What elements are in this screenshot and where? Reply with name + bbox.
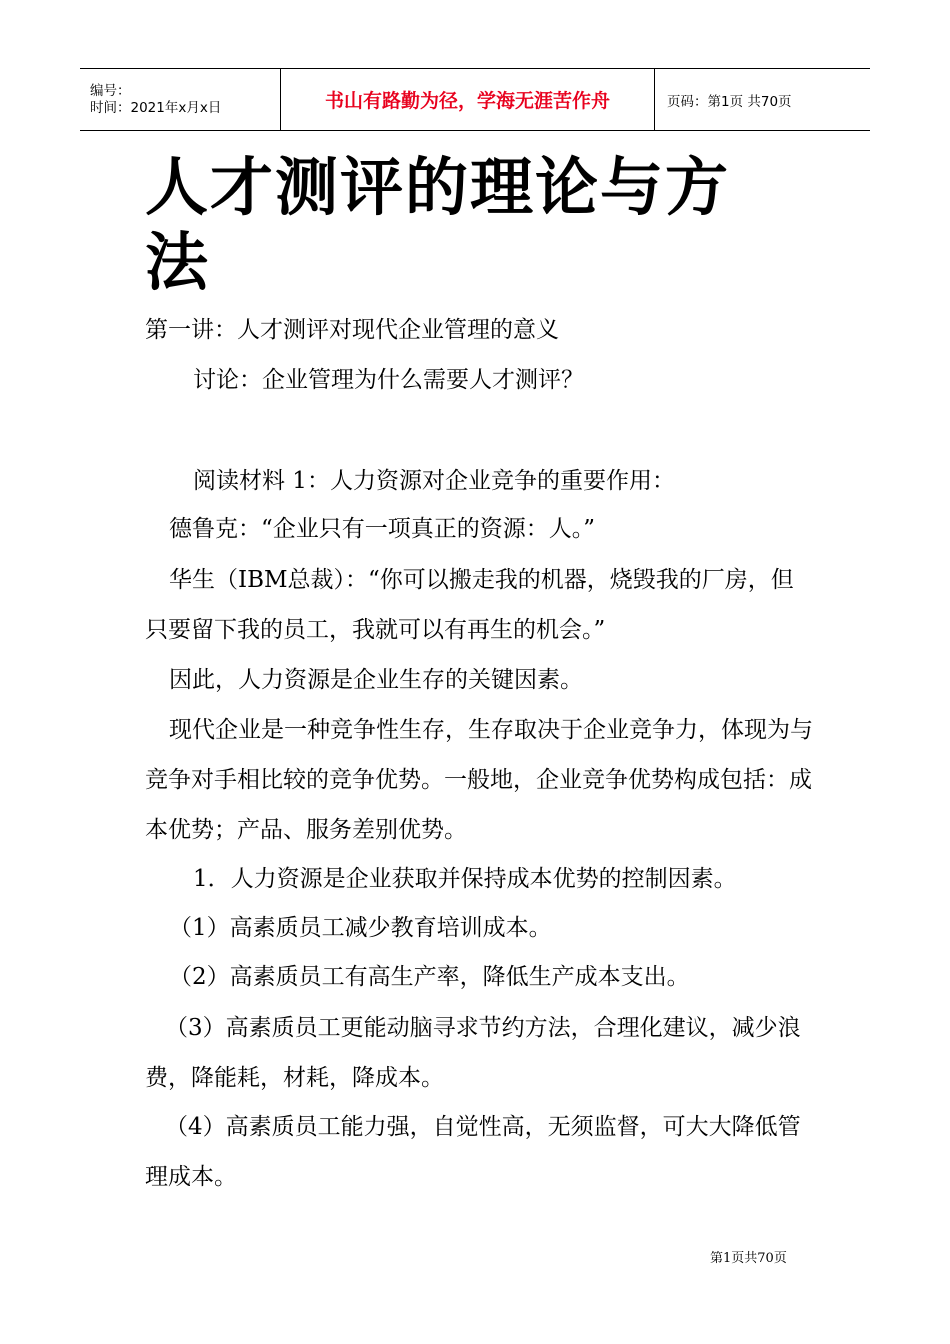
motto: 书山有路勤为径，学海无涯苦作舟 — [281, 69, 655, 130]
page-footer: 第1页共70页 — [710, 1251, 787, 1266]
reading-material-heading: 阅读材料 1：人力资源对企业竞争的重要作用： — [193, 468, 675, 494]
conclusion-paragraph: 因此，人力资源是企业生存的关键因素。 — [169, 667, 583, 693]
header-left-cell — [80, 69, 281, 130]
time-label: 时间：2021年x月x日 — [90, 99, 222, 116]
page-info: 页码：第1页 共70页 — [667, 93, 792, 110]
document-title: 人才测评的理论与方法 — [145, 151, 730, 299]
point-1-3: （3）高素质员工更能动脑寻求节约方法，合理化建议，减少浪费，降能耗，材耗，降成本。 — [145, 1015, 801, 1091]
number-label: 编号： — [90, 82, 131, 99]
point-1-2: （2）高素质员工有高生产率，降低生产成本支出。 — [169, 964, 690, 990]
discussion-question: 讨论：企业管理为什么需要人才测评？ — [193, 367, 584, 393]
page-header — [80, 68, 870, 131]
point-1: 1．人力资源是企业获取并保持成本优势的控制因素。 — [193, 866, 737, 892]
lecture-heading: 第一讲：人才测评对现代企业管理的意义 — [145, 317, 559, 343]
drucker-quote: 德鲁克：“企业只有一项真正的资源：人。” — [169, 516, 596, 542]
competition-paragraph: 现代企业是一种竞争性生存，生存取决于企业竞争力，体现为与竞争对手相比较的竞争优势。一般地，企业竞争优势构成包括：成本优势；产品、服务差别优势。 — [145, 717, 813, 843]
watson-quote: 华生（IBM总裁）：“你可以搬走我的机器，烧毁我的厂房，但只要留下我的员工，我就可以有再生的机会。” — [145, 567, 794, 643]
point-1-4: （4）高素质员工能力强，自觉性高，无须监督，可大大降低管理成本。 — [145, 1114, 801, 1190]
point-1-1: （1）高素质员工减少教育培训成本。 — [169, 915, 552, 941]
